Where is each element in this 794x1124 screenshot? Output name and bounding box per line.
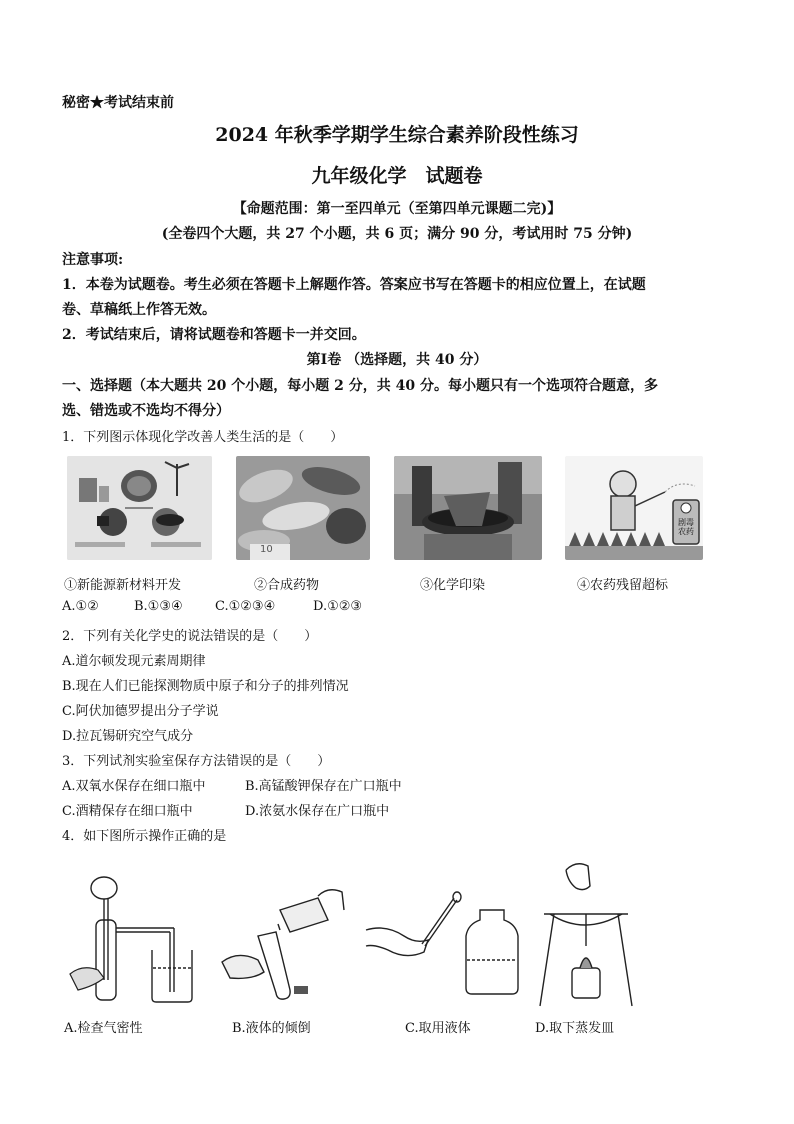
q1-stem: 1．下列图示体现化学改善人类生活的是（ ）	[62, 430, 344, 445]
q3-option-a: A.双氧水保存在细口瓶中	[62, 779, 206, 794]
q2-option-c: C.阿伏加德罗提出分子学说	[62, 704, 219, 719]
q1-caption-1: ①新能源新材料开发	[64, 578, 182, 593]
q1-caption-3: ③化学印染	[420, 578, 486, 593]
q1-option-a: A.①②	[62, 599, 99, 614]
q1-caption-4: ④农药残留超标	[577, 578, 669, 593]
q4-option-a: A.检查气密性	[64, 1021, 143, 1036]
q3-option-c: C.酒精保存在细口瓶中	[62, 804, 193, 819]
pesticide-residue-image	[565, 456, 703, 560]
exam-title: 2024 年秋季学期学生综合素养阶段性练习	[215, 124, 579, 146]
chemical-dyeing-image	[394, 456, 542, 560]
note-2: 2．考试结束后，请将试题卷和答题卡一并交回。	[62, 327, 366, 343]
q4-option-d: D.取下蒸发皿	[535, 1021, 615, 1036]
confidential-label: 秘密★考试结束前	[62, 95, 174, 111]
q1-option-c: C.①②③④	[215, 599, 276, 614]
synthetic-medicine-image	[236, 456, 370, 560]
q3-option-d: D.浓氨水保存在广口瓶中	[245, 804, 390, 819]
q2-stem: 2．下列有关化学史的说法错误的是（ ）	[62, 629, 318, 644]
note-1-line-a: 1．本卷为试题卷。考生必须在答题卡上解题作答。答案应书写在答题卡的相应位置上，在试题	[62, 277, 646, 293]
exam-scope: 【命题范围：第一至四单元（至第四单元课题二完)】	[232, 201, 562, 217]
section-heading-a: 一、选择题（本大题共 20 个小题，每小题 2 分，共 40 分。每小题只有一个选项符合题意，多	[62, 378, 658, 394]
q3-option-b: B.高锰酸钾保存在广口瓶中	[245, 779, 402, 794]
exam-info: (全卷四个大题，共 27 个小题，共 6 页；满分 90 分，考试用时 75 分钟)	[161, 226, 633, 242]
q2-option-a: A.道尔顿发现元素周期律	[62, 654, 206, 669]
part-one-heading: 第Ⅰ卷 （选择题，共 40 分）	[306, 352, 488, 368]
q4-option-b: B.液体的倾倒	[232, 1021, 311, 1036]
airtightness-check-figure	[64, 870, 204, 1010]
section-heading-b: 选、错选或不选均不得分）	[62, 403, 230, 419]
notes-heading: 注意事项:	[62, 252, 124, 268]
liquid-pouring-figure	[218, 880, 358, 1010]
q2-option-d: D.拉瓦锡研究空气成分	[62, 729, 194, 744]
dropper-liquid-figure	[362, 890, 522, 1000]
q1-option-d: D.①②③	[313, 599, 363, 614]
q4-option-c: C.取用液体	[405, 1021, 471, 1036]
pill-number-label: 10	[260, 544, 273, 555]
q2-option-b: B.现在人们已能探测物质中原子和分子的排列情况	[62, 679, 349, 694]
exam-subtitle: 九年级化学 试题卷	[311, 165, 483, 187]
note-1-line-b: 卷、草稿纸上作答无效。	[62, 302, 216, 318]
evaporating-dish-figure	[530, 856, 640, 1012]
q1-option-b: B.①③④	[134, 599, 183, 614]
pesticide-bottle-label: 剧毒农药	[678, 518, 694, 536]
q3-stem: 3．下列试剂实验室保存方法错误的是（ ）	[62, 754, 331, 769]
q1-caption-2: ②合成药物	[254, 578, 320, 593]
new-energy-materials-image	[67, 456, 212, 560]
q4-stem: 4．如下图所示操作正确的是	[62, 829, 227, 844]
